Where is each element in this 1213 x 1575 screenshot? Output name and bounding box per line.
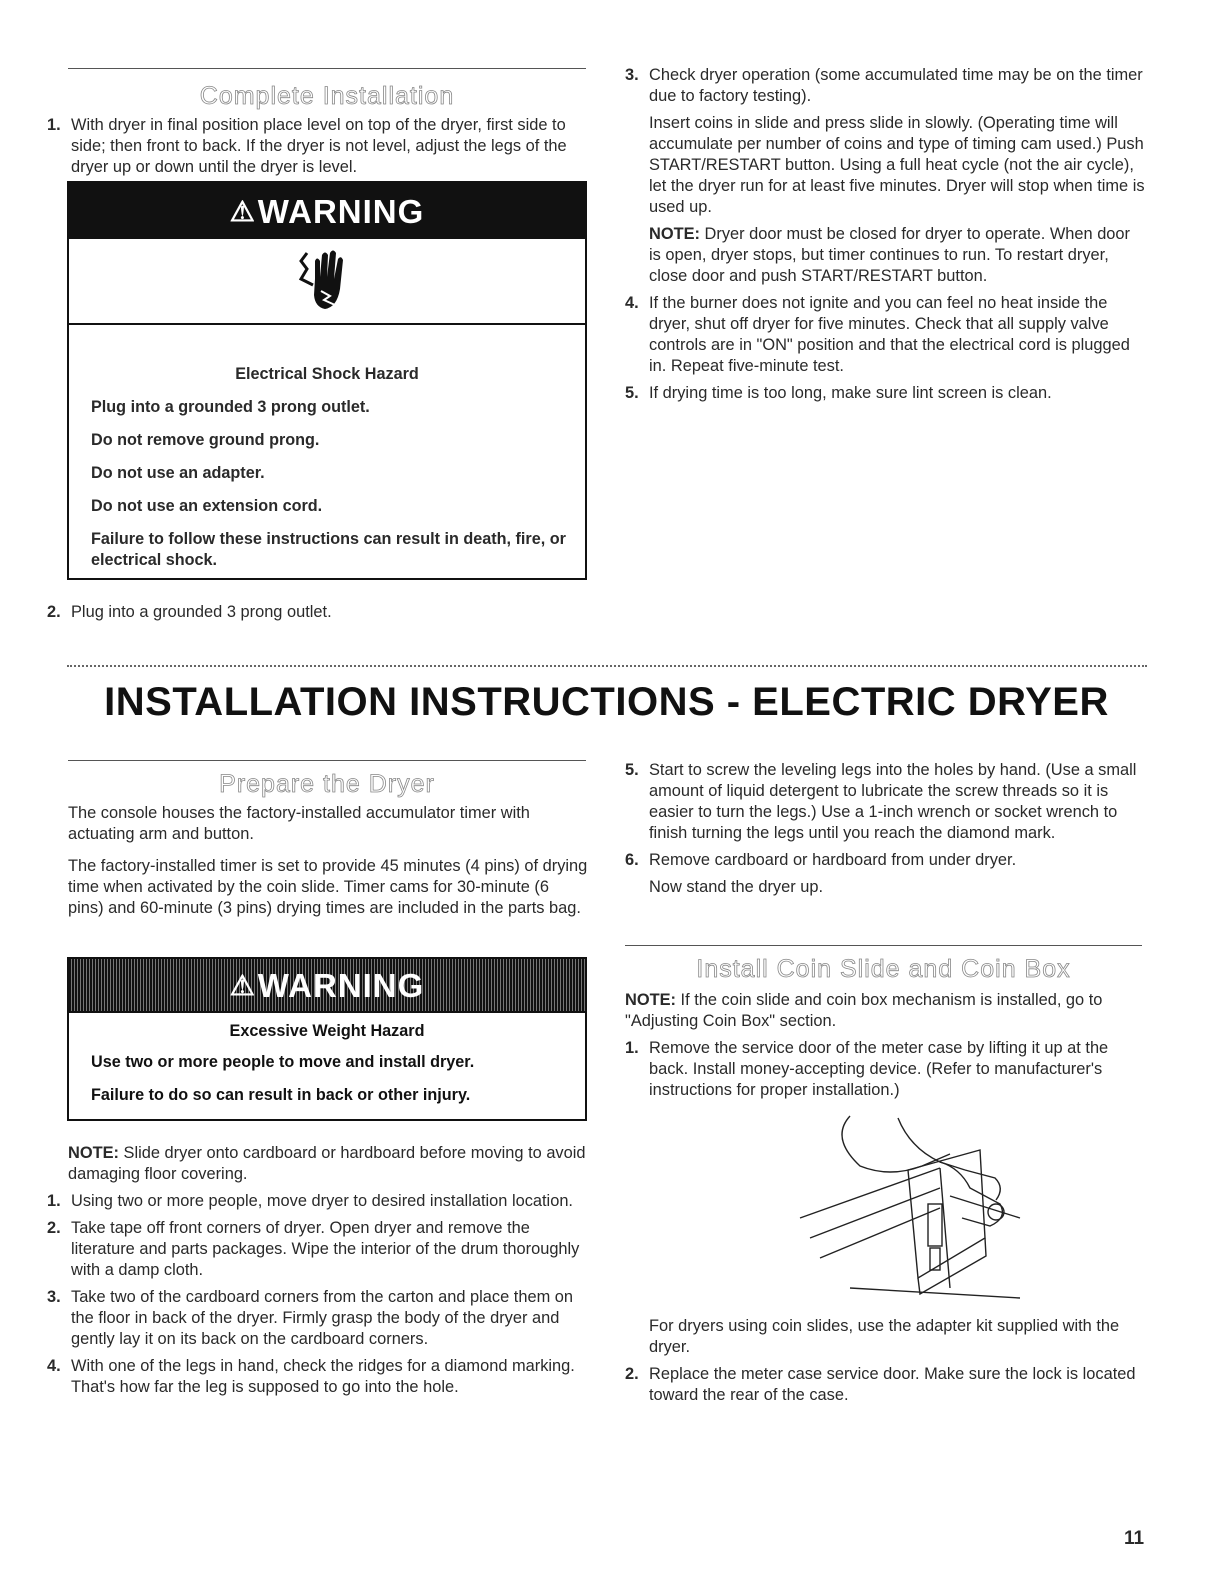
step-text: Plug into a grounded 3 prong outlet.	[71, 603, 332, 621]
warning-header: ⚠WARNING	[69, 183, 585, 239]
top-left-rule	[68, 68, 586, 69]
coin-note: NOTE: If the coin slide and coin box mechanism is installed, go to "Adjusting Coin Box" section.	[625, 991, 1103, 1030]
prepare-steps	[47, 1143, 587, 1398]
step-number: 3.	[625, 66, 639, 84]
warning-line: Do not use an adapter.	[91, 464, 265, 482]
step-text: Remove cardboard or hardboard from under dryer.	[649, 851, 1017, 869]
step-number: 1.	[47, 1192, 61, 1210]
bottom-right-steps	[625, 760, 1145, 898]
step-text: If the burner does not ignite and you can feel no heat inside the dryer, shut off dryer for five minutes. Check that all supply valve controls are in "ON" position and that the electrical cord is plugged in. Repeat five-minute test.	[649, 294, 1130, 375]
step-text: Take two of the cardboard corners from the carton and place them on the floor in back of the dryer. Firmly grasp the body of the dryer and gently lay it on its back on the cardboard corners.	[71, 1288, 574, 1348]
step-6-paragraph: Now stand the dryer up.	[649, 878, 824, 896]
step-number: 6.	[625, 851, 639, 869]
warning-line: Failure to do so can result in back or other injury.	[91, 1086, 471, 1104]
step-number: 5.	[625, 761, 639, 779]
section-title-prepare-dryer: Prepare the Dryer	[219, 770, 435, 798]
step-number: 1.	[47, 116, 61, 134]
warning-box-electrical	[67, 181, 587, 580]
title-dotted-rule	[67, 665, 1147, 667]
step-3-note: NOTE: Dryer door must be closed for dryer to operate. When door is open, dryer stops, but timer continues to run. To restart dryer, close door and push START/RESTART button.	[649, 225, 1130, 285]
warning-box-weight	[67, 957, 587, 1121]
warning-triangle-icon: ⚠	[229, 970, 256, 1001]
page-number: 11	[1124, 1528, 1145, 1549]
step-number: 1.	[625, 1039, 639, 1057]
step-number: 4.	[47, 1357, 61, 1375]
section-title-complete-installation: Complete Installation	[199, 82, 455, 110]
page-title: INSTALLATION INSTRUCTIONS - ELECTRIC DRYER	[104, 680, 1109, 724]
warning-line: Failure to follow these instructions can result in death, fire, or electrical shock.	[91, 530, 566, 569]
step-text: With dryer in final position place level on top of the dryer, first side to side; then front to back. If the dryer is not level, adjust the legs of the dryer up or down until the dryer is level.	[71, 116, 567, 176]
prepare-intro	[68, 803, 588, 919]
complete-step-1	[47, 115, 587, 178]
coin-slide-installation-illustration	[790, 1108, 1040, 1306]
warning-header: ⚠WARNING	[69, 959, 585, 1011]
complete-step-2	[47, 602, 587, 623]
coin-intro	[625, 990, 1145, 1101]
coin-rule	[625, 945, 1142, 946]
step-number: 2.	[625, 1365, 639, 1383]
warning-line: Use two or more people to move and install dryer.	[91, 1053, 475, 1071]
step-number: 3.	[47, 1288, 61, 1306]
prepare-paragraph-2: The factory-installed timer is set to provide 45 minutes (4 pins) of drying time when activated by the coin slide. Timer cams for 30-minute (6 pins) and 60-minute (3 pins) drying times are included in the parts bag.	[68, 857, 588, 917]
warning-line: Do not remove ground prong.	[91, 431, 320, 449]
warning-line: Plug into a grounded 3 prong outlet.	[91, 398, 370, 416]
step-text: Replace the meter case service door. Make sure the lock is located toward the rear of the case.	[649, 1365, 1136, 1404]
warning-triangle-icon: ⚠	[229, 196, 256, 227]
coin-steps	[625, 1316, 1145, 1406]
step-text: If drying time is too long, make sure lint screen is clean.	[649, 384, 1052, 402]
warning-line: Do not use an extension cord.	[91, 497, 323, 515]
electrical-shock-hand-icon	[69, 239, 585, 323]
coin-paragraph: For dryers using coin slides, use the adapter kit supplied with the dryer.	[649, 1317, 1120, 1356]
step-text: With one of the legs in hand, check the ridges for a diamond marking. That's how far the leg is supposed to go into the hole.	[71, 1357, 575, 1396]
prepare-note: NOTE: Slide dryer onto cardboard or hardboard before moving to avoid damaging floor covering.	[68, 1144, 586, 1183]
top-right-column	[625, 65, 1145, 404]
prepare-paragraph-1: The console houses the factory-installed accumulator timer with actuating arm and button.	[68, 804, 530, 843]
step-number: 5.	[625, 384, 639, 402]
step-number: 2.	[47, 1219, 61, 1237]
step-text: Take tape off front corners of dryer. Open dryer and remove the literature and parts packages. Wipe the interior of the drum thoroughly with a damp cloth.	[71, 1219, 580, 1279]
step-3-paragraph: Insert coins in slide and press slide in slowly. (Operating time will accumulate per number of coins and type of timing cam used.) Push START/RESTART button. Using a full heat cycle (not the air cycle), let the dryer run for at least five minutes. Dryer will stop when time is used up.	[649, 114, 1145, 216]
step-text: Start to screw the leveling legs into the holes by hand. (Use a small amount of liquid detergent to lubricate the screw threads so it is easier to turn the legs.) Use a 1-inch wrench or socket wrench to finish turning the legs until you reach the diamond mark.	[649, 761, 1137, 842]
section-title-coin-slide: Install Coin Slide and Coin Box	[696, 955, 1071, 983]
warning-hazard-title: Electrical Shock Hazard	[235, 365, 419, 383]
step-number: 4.	[625, 294, 639, 312]
step-text: Check dryer operation (some accumulated time may be on the timer due to factory testing).	[649, 66, 1143, 105]
step-number: 2.	[47, 603, 61, 621]
prepare-rule	[68, 760, 586, 761]
step-text: Remove the service door of the meter case by lifting it up at the back. Install money-accepting device. (Refer to manufacturer's instructions for proper installation.)	[649, 1039, 1109, 1099]
warning-hazard-title: Excessive Weight Hazard	[229, 1022, 425, 1040]
step-text: Using two or more people, move dryer to desired installation location.	[71, 1192, 573, 1210]
